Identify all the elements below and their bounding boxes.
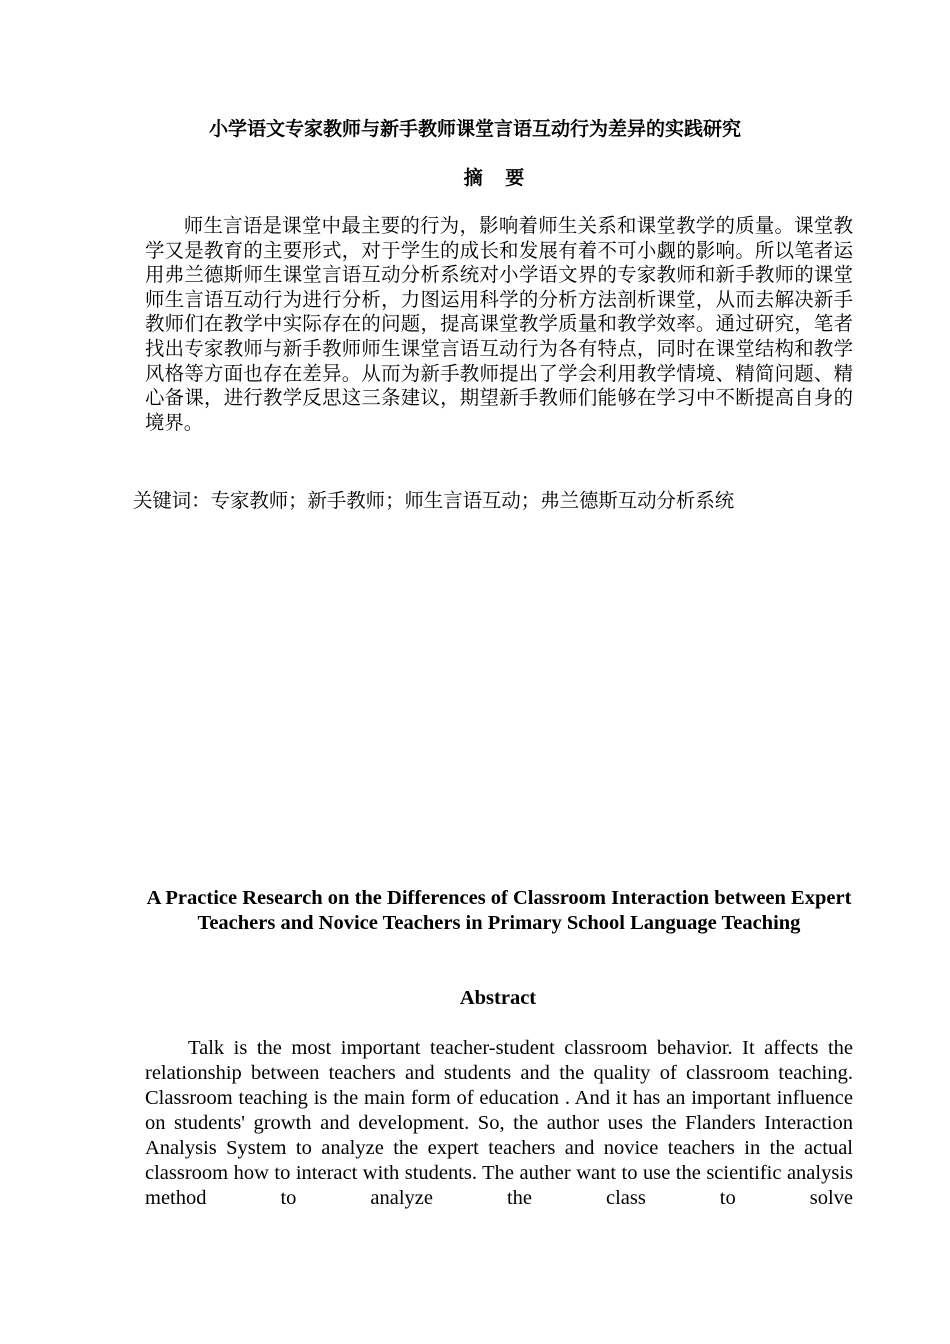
chinese-keywords-line bbox=[133, 488, 893, 514]
english-title: A Practice Research on the Differences of Classroom Interaction between Expert Teachers and Novice Teachers in Primary School Language Teaching bbox=[146, 887, 852, 934]
chinese-keywords: 专家教师；新手教师；师生言语互动；弗兰德斯互动分析系统 bbox=[210, 489, 735, 512]
english-abstract-body: Talk is the most important teacher-student classroom behavior. It affects the relationship between teachers and students and the quality of classroom teaching. Classroom teaching is the main form of education . And it has an important influence on students' growth and development. So, the author uses the Flanders Interaction Analysis System to analyze the expert teachers and novice teachers in the actual classroom how to interact with students. The auther want to use the scientific analysis method to analyze the class to solve bbox=[145, 1037, 853, 1209]
chinese-title: 小学语文专家教师与新手教师课堂言语互动行为差异的实践研究 bbox=[208, 118, 741, 140]
chinese-abstract-body: 师生言语是课堂中最主要的行为，影响着师生关系和课堂教学的质量。课堂教学又是教育的主要形式，对于学生的成长和发展有着不可小觑的影响。所以笔者运用弗兰德斯师生课堂言语互动分析系统对小学语文界的专家教师和新手教师的课堂师生言语互动行为进行分析，力图运用科学的分析方法剖析课堂，从而去解决新手教师们在教学中实际存在的问题，提高课堂教学质量和教学效率。通过研究，笔者找出专家教师与新手教师师生课堂言语互动行为各有特点，同时在课堂结构和教学风格等方面也存在差异。从而为新手教师提出了学会利用教学情境、精简问题、精心备课，进行教学反思这三条建议，期望新手教师们能够在学习中不断提高自身的境界。 bbox=[145, 214, 853, 434]
english-abstract-heading: Abstract bbox=[459, 987, 537, 1009]
chinese-keywords-label: 关键词： bbox=[133, 489, 211, 512]
chinese-abstract-heading: 摘 要 bbox=[463, 167, 533, 189]
